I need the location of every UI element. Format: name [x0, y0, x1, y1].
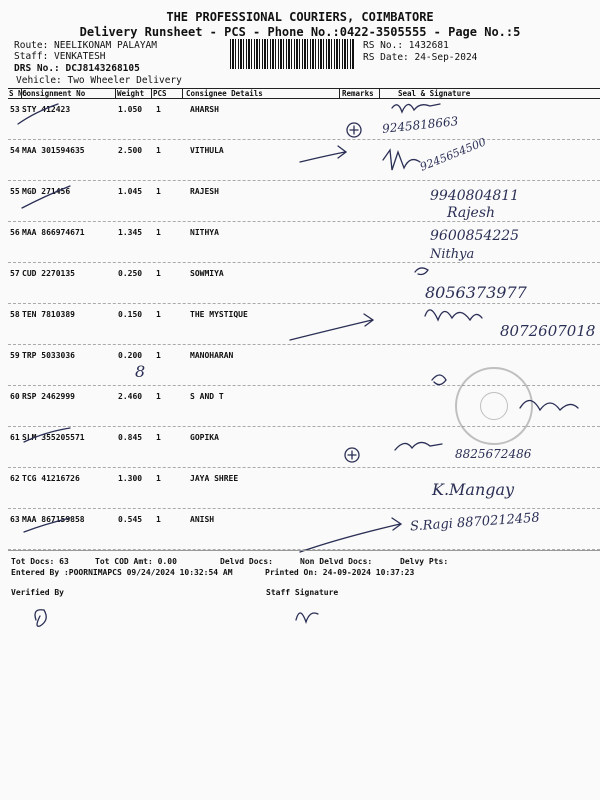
rs-number: RS No.: 1432681 [363, 40, 449, 51]
signature-icon [415, 268, 428, 275]
row-consignment: CUD 2270135 [22, 269, 75, 278]
handwritten-phone: 9600854225 [430, 228, 520, 244]
handwritten-mark: 8 [135, 362, 146, 381]
row-weight: 0.150 [118, 310, 143, 319]
verified-signature-icon [35, 610, 46, 627]
handwritten-name: K.Mangay [432, 480, 515, 499]
row-weight: 2.460 [118, 392, 143, 401]
rs-date: RS Date: 24-Sep-2024 [363, 52, 478, 63]
row-pcs: 1 [156, 228, 161, 237]
footer-divider [8, 550, 600, 551]
row-sno: 60 [10, 392, 20, 401]
strike-mark-icon [24, 428, 70, 442]
row-consignment: TCG 41216726 [22, 474, 80, 483]
row-sno: 53 [10, 105, 20, 114]
col-pcs: PCS [153, 89, 167, 98]
row-consignee: AHARSH [190, 105, 219, 114]
strike-mark-icon [18, 104, 58, 124]
handwritten-phone: 8056373977 [425, 283, 527, 302]
row-consignee: THE MYSTIQUE [190, 310, 248, 319]
row-sno: 57 [10, 269, 20, 278]
row-weight: 1.345 [118, 228, 143, 237]
strike-mark-icon [24, 518, 70, 532]
handwritten-phone: 9245818663 [381, 114, 459, 136]
row-weight: 1.045 [118, 187, 143, 196]
row-sno: 54 [10, 146, 20, 155]
row-consignment: MAA 301594635 [22, 146, 85, 155]
delivered-docs: Delvd Docs: [220, 557, 273, 566]
row-consignment: MAA 866974671 [22, 228, 85, 237]
row-pcs: 1 [156, 351, 161, 360]
row-consignee: SOWMIYA [190, 269, 224, 278]
staff-signature-icon [296, 613, 318, 622]
row-weight: 0.250 [118, 269, 143, 278]
row-consignment: TRP 5033036 [22, 351, 75, 360]
row-pcs: 1 [156, 146, 161, 155]
arrow-icon [300, 518, 401, 552]
col-consignee: Consignee Details [186, 89, 263, 98]
row-consignment: SLM 355205571 [22, 433, 85, 442]
route-label: Route: NEELIKONAM PALAYAM [14, 40, 157, 51]
row-sno: 58 [10, 310, 20, 319]
total-docs: Tot Docs: 63 [11, 557, 69, 566]
row-consignee: S AND T [190, 392, 224, 401]
total-cod-amount: Tot COD Amt: 0.00 [95, 557, 177, 566]
arrow-icon [290, 314, 373, 340]
row-weight: 2.500 [118, 146, 143, 155]
handwritten-phone: 8072607018 [500, 322, 596, 340]
row-consignee: GOPIKA [190, 433, 219, 442]
delivery-points: Delvy Pts: [400, 557, 449, 566]
row-consignment: RSP 2462999 [22, 392, 75, 401]
entered-by: Entered By :POORNIMAPCS 09/24/2024 10:32:54 AM [11, 568, 233, 577]
handwritten-phone: 9940804811 [430, 188, 520, 204]
col-sno: S No [9, 89, 28, 98]
vehicle-label: Vehicle: Two Wheeler Delivery [16, 75, 182, 86]
signature-icon [425, 310, 482, 320]
handwritten-phone: S.Ragi 8870212458 [409, 510, 541, 535]
row-pcs: 1 [156, 433, 161, 442]
row-consignee: MANOHARAN [190, 351, 234, 360]
staff-signature-label: Staff Signature [266, 588, 339, 597]
signature-icon [395, 442, 442, 450]
row-consignee: VITHULA [190, 146, 224, 155]
row-consignee: ANISH [190, 515, 215, 524]
row-pcs: 1 [156, 187, 161, 196]
row-sno: 56 [10, 228, 20, 237]
col-remarks: Remarks [342, 89, 374, 98]
row-consignee: RAJESH [190, 187, 219, 196]
verified-by-label: Verified By [11, 588, 64, 597]
handwritten-name: Rajesh [447, 205, 496, 221]
signature-icon [383, 150, 420, 170]
row-sno: 62 [10, 474, 20, 483]
row-weight: 1.050 [118, 105, 143, 114]
signature-icon [520, 400, 578, 410]
drs-number: DRS No.: DCJ8143268105 [14, 63, 140, 74]
row-sno: 63 [10, 515, 20, 524]
row-consignee: NITHYA [190, 228, 219, 237]
row-weight: 0.200 [118, 351, 143, 360]
signature-icon [432, 375, 446, 385]
row-consignee: JAYA SHREE [190, 474, 239, 483]
row-consignment: MAA 867159858 [22, 515, 85, 524]
non-delivered-docs: Non Delvd Docs: [300, 557, 373, 566]
row-pcs: 1 [156, 269, 161, 278]
row-weight: 1.300 [118, 474, 143, 483]
col-seal: Seal & Signature [398, 89, 471, 98]
row-pcs: 1 [156, 392, 161, 401]
col-consignment: Consignment No [22, 89, 86, 98]
row-sno: 59 [10, 351, 20, 360]
row-pcs: 1 [156, 105, 161, 114]
row-pcs: 1 [156, 310, 161, 319]
printed-on: Printed On: 24-09-2024 10:37:23 [265, 568, 415, 577]
row-consignment: TEN 7810389 [22, 310, 75, 319]
handwritten-name: Nithya [430, 247, 475, 262]
handwritten-phone: 9245654500 [418, 135, 488, 174]
row-sno: 55 [10, 187, 20, 196]
company-title: THE PROFESSIONAL COURIERS, COIMBATORE [166, 10, 434, 24]
row-weight: 0.845 [118, 433, 143, 442]
runsheet-subtitle: Delivery Runsheet - PCS - Phone No.:0422-3505555 - Page No.:5 [79, 25, 521, 39]
row-pcs: 1 [156, 474, 161, 483]
signature-icon [392, 104, 440, 112]
arrow-icon [300, 146, 346, 162]
row-consignment: MGD 271456 [22, 187, 71, 196]
staff-label: Staff: VENKATESH [14, 51, 106, 62]
row-weight: 0.545 [118, 515, 143, 524]
row-consignment: STY 412423 [22, 105, 71, 114]
col-weight: Weight [117, 89, 145, 98]
handwritten-phone: 8825672486 [455, 447, 532, 461]
row-pcs: 1 [156, 515, 161, 524]
row-sno: 61 [10, 433, 20, 442]
strike-mark-icon [22, 186, 70, 208]
